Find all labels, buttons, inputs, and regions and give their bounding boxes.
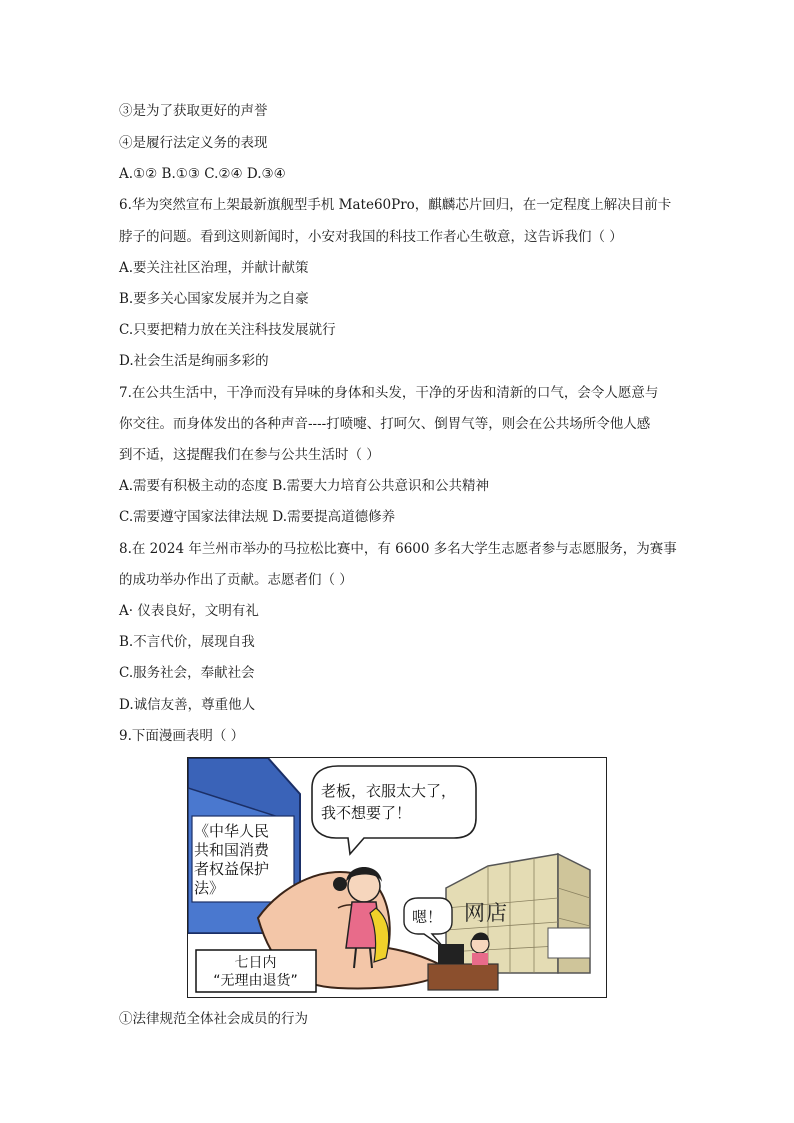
question-8-option: D.诚信友善，尊重他人 bbox=[119, 697, 256, 713]
shopkeeper-speech-text: 嗯！ bbox=[412, 908, 443, 926]
question-9-stem: 9.下面漫画表明（ ） bbox=[119, 728, 245, 744]
question-7-stem: 7.在公共生活中，干净而没有异味的身体和头发，干净的牙齿和清新的口气，会令人愿意与 bbox=[119, 385, 659, 401]
customer-hair-bun bbox=[333, 877, 347, 891]
question-6-option: D.社会生活是绚丽多彩的 bbox=[119, 353, 269, 369]
question-6-option: A.要关注社区治理，并献计献策 bbox=[119, 260, 309, 276]
question-7-stem: 你交往。而身体发出的各种声音----打喷嚏、打呵欠、倒胃气等，则会在公共场所令他人感 bbox=[119, 416, 651, 432]
question-6-stem: 6.华为突然宣布上架最新旗舰型手机 Mate60Pro，麒麟芯片回归，在一定程度上解决目前卡 bbox=[119, 197, 672, 213]
question-7-stem: 到不适，这提醒我们在参与公共生活时（ ） bbox=[119, 447, 380, 463]
desk bbox=[428, 964, 498, 990]
question-8-option: C.服务社会，奉献社会 bbox=[119, 665, 255, 681]
question-8-stem: 的成功举办作出了贡献。志愿者们（ ） bbox=[119, 572, 353, 588]
question-8-option: A· 仪表良好，文明有礼 bbox=[119, 603, 259, 619]
question-9-option: ①法律规范全体社会成员的行为 bbox=[119, 1011, 308, 1027]
shop-sign: 网店 bbox=[464, 901, 508, 925]
shopkeeper-shirt bbox=[472, 953, 488, 965]
question-7-options: C.需要遵守国家法律法规 D.需要提高道德修养 bbox=[119, 509, 396, 525]
option-line: ④是履行法定义务的表现 bbox=[119, 135, 268, 151]
customer-speech-text: 老板，衣服太大了， 我不想要了！ bbox=[321, 782, 457, 822]
question-6-option: B.要多关心国家发展并为之自豪 bbox=[119, 291, 309, 307]
shop-door bbox=[548, 928, 590, 958]
option-line: ③是为了获取更好的声誉 bbox=[119, 103, 268, 119]
question-6-option: C.只要把精力放在关注科技发展就行 bbox=[119, 322, 336, 338]
question-6-stem: 脖子的问题。看到这则新闻时，小安对我国的科技工作者心生敬意，这告诉我们（ ） bbox=[119, 229, 623, 245]
question-8-stem: 8.在 2024 年兰州市举办的马拉松比赛中，有 6600 多名大学生志愿者参与志愿服务，为赛事 bbox=[119, 541, 677, 557]
return-policy-caption: 七日内 “无理由退货” bbox=[213, 955, 298, 989]
question-7-options: A.需要有积极主动的态度 B.需要大力培育公共意识和公共精神 bbox=[119, 478, 490, 494]
law-book-title: 《中华人民 共和国消费 者权益保护 法》 bbox=[194, 822, 270, 897]
question-8-option: B.不言代价，展现自我 bbox=[119, 634, 255, 650]
comic-illustration bbox=[187, 757, 607, 998]
answer-choices: A.①② B.①③ C.②④ D.③④ bbox=[119, 166, 286, 182]
